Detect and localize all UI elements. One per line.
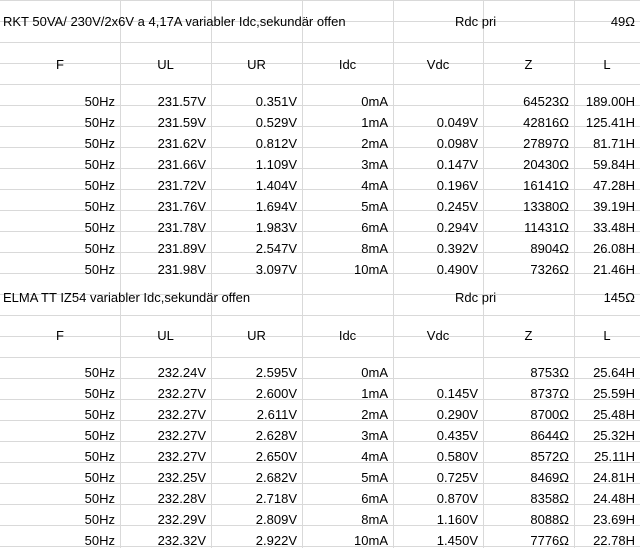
cell-f[interactable]: 50Hz: [84, 470, 115, 485]
cell-l[interactable]: 81.71H: [593, 136, 635, 151]
cell-ur[interactable]: 1.109V: [255, 157, 297, 172]
cell-ul[interactable]: 231.89V: [157, 241, 206, 256]
cell-z[interactable]: 8737Ω: [530, 386, 569, 401]
cell-z[interactable]: 8088Ω: [530, 512, 569, 527]
cell-ul[interactable]: 231.76V: [157, 199, 206, 214]
header-l[interactable]: L: [603, 57, 611, 72]
cell-ur[interactable]: 3.097V: [255, 262, 297, 277]
cell-vdc[interactable]: 0.870V: [436, 491, 478, 506]
cell-l[interactable]: 39.19H: [593, 199, 635, 214]
cell-idc[interactable]: 6mA: [361, 220, 388, 235]
cell-vdc[interactable]: 0.294V: [436, 220, 478, 235]
cell-l[interactable]: 25.32H: [593, 428, 635, 443]
table-row: [0, 133, 640, 154]
cell-ul[interactable]: 231.59V: [157, 115, 206, 130]
cell-vdc[interactable]: [393, 362, 483, 383]
cell-ur[interactable]: 2.922V: [255, 533, 297, 548]
cell-idc[interactable]: 1mA: [361, 386, 388, 401]
grid-line: [0, 0, 640, 1]
cell-idc[interactable]: 8mA: [361, 241, 388, 256]
cell-z[interactable]: 8469Ω: [530, 470, 569, 485]
cell-l[interactable]: 189.00H: [585, 94, 635, 109]
cell-l[interactable]: 47.28H: [593, 178, 635, 193]
grid-line: [0, 84, 640, 85]
table-row: [0, 175, 640, 196]
cell-f[interactable]: 50Hz: [84, 178, 115, 193]
cell-vdc[interactable]: 0.290V: [436, 407, 478, 422]
cell-ul[interactable]: 232.27V: [157, 449, 206, 464]
cell-ul[interactable]: 231.66V: [157, 157, 206, 172]
table-row: [0, 112, 640, 133]
cell-vdc[interactable]: 0.196V: [436, 178, 478, 193]
cell-z[interactable]: 13380Ω: [523, 199, 569, 214]
header-f[interactable]: F: [56, 57, 64, 72]
cell-z[interactable]: 8904Ω: [530, 241, 569, 256]
cell-vdc[interactable]: 0.245V: [436, 199, 478, 214]
header-ur[interactable]: UR: [247, 57, 266, 72]
cell-idc[interactable]: 10mA: [354, 262, 388, 277]
cell-idc[interactable]: 1mA: [361, 115, 388, 130]
cell-l[interactable]: 21.46H: [593, 262, 635, 277]
header-f[interactable]: F: [56, 328, 64, 343]
cell-idc[interactable]: 6mA: [361, 491, 388, 506]
table2-header-row: [0, 325, 640, 346]
cell-f[interactable]: 50Hz: [84, 94, 115, 109]
cell-vdc[interactable]: [393, 91, 483, 112]
cell-vdc[interactable]: 0.725V: [436, 470, 478, 485]
cell-f[interactable]: 50Hz: [84, 365, 115, 380]
cell-f[interactable]: 50Hz: [84, 428, 115, 443]
header-vdc[interactable]: Vdc: [426, 328, 450, 343]
cell-ur[interactable]: 2.682V: [255, 470, 297, 485]
cell-l[interactable]: 24.81H: [593, 470, 635, 485]
table1-header-row: [0, 54, 640, 75]
table-row: [0, 154, 640, 175]
header-ul[interactable]: UL: [157, 328, 174, 343]
cell-idc[interactable]: 0mA: [361, 365, 388, 380]
cell-z[interactable]: 11431Ω: [524, 220, 569, 235]
cell-vdc[interactable]: 0.580V: [436, 449, 478, 464]
table1-rdc-label[interactable]: Rdc pri: [455, 14, 497, 29]
table1-rdc-value[interactable]: 49Ω: [610, 14, 635, 29]
header-z[interactable]: Z: [524, 57, 533, 72]
cell-f[interactable]: 50Hz: [84, 449, 115, 464]
cell-ur[interactable]: 2.600V: [255, 386, 297, 401]
cell-idc[interactable]: 8mA: [361, 512, 388, 527]
cell-f[interactable]: 50Hz: [84, 262, 115, 277]
cell-ur[interactable]: 0.351V: [255, 94, 297, 109]
table-row: [0, 217, 640, 238]
cell-ul[interactable]: 231.62V: [157, 136, 206, 151]
header-idc[interactable]: Idc: [338, 57, 357, 72]
cell-ur[interactable]: 2.809V: [255, 512, 297, 527]
cell-z[interactable]: 8753Ω: [530, 365, 569, 380]
cell-l[interactable]: 25.59H: [593, 386, 635, 401]
table-row: [0, 259, 640, 280]
cell-idc[interactable]: 3mA: [361, 157, 388, 172]
cell-idc[interactable]: 3mA: [361, 428, 388, 443]
cell-l[interactable]: 25.64H: [593, 365, 635, 380]
cell-ur[interactable]: 0.812V: [255, 136, 297, 151]
cell-idc[interactable]: 2mA: [361, 136, 388, 151]
cell-idc[interactable]: 4mA: [361, 178, 388, 193]
grid-line: [0, 315, 640, 316]
cell-ul[interactable]: 231.78V: [157, 220, 206, 235]
cell-z[interactable]: 8644Ω: [530, 428, 569, 443]
cell-f[interactable]: 50Hz: [84, 491, 115, 506]
table-row: [0, 91, 640, 112]
cell-f[interactable]: 50Hz: [84, 407, 115, 422]
header-ur[interactable]: UR: [247, 328, 266, 343]
cell-idc[interactable]: 4mA: [361, 449, 388, 464]
cell-f[interactable]: 50Hz: [84, 136, 115, 151]
cell-ul[interactable]: 232.27V: [157, 386, 206, 401]
cell-l[interactable]: 24.48H: [593, 491, 635, 506]
cell-f[interactable]: 50Hz: [84, 512, 115, 527]
grid-line: [0, 357, 640, 358]
table-row: [0, 196, 640, 217]
cell-f[interactable]: 50Hz: [84, 115, 115, 130]
cell-idc[interactable]: 5mA: [361, 199, 388, 214]
table-row: [0, 425, 640, 446]
cell-z[interactable]: 42816Ω: [523, 115, 569, 130]
cell-z[interactable]: 20430Ω: [523, 157, 569, 172]
cell-l[interactable]: 23.69H: [593, 512, 635, 527]
cell-z[interactable]: 7326Ω: [530, 262, 569, 277]
cell-l[interactable]: 33.48H: [593, 220, 635, 235]
cell-f[interactable]: 50Hz: [84, 199, 115, 214]
cell-ul[interactable]: 232.24V: [157, 365, 206, 380]
cell-vdc[interactable]: 0.435V: [436, 428, 478, 443]
table-row: [0, 509, 640, 530]
cell-z[interactable]: 8572Ω: [530, 449, 569, 464]
grid-line: [0, 42, 640, 43]
header-idc[interactable]: Idc: [338, 328, 357, 343]
cell-ur[interactable]: 2.595V: [255, 365, 297, 380]
cell-z[interactable]: 16141Ω: [523, 178, 569, 193]
table-row: [0, 488, 640, 509]
cell-ur[interactable]: 0.529V: [255, 115, 297, 130]
cell-idc[interactable]: 0mA: [361, 94, 388, 109]
cell-vdc[interactable]: 0.049V: [436, 115, 478, 130]
cell-ul[interactable]: 232.32V: [157, 533, 206, 548]
cell-l[interactable]: 25.11H: [594, 449, 635, 464]
table1-title-row: [0, 11, 640, 32]
cell-l[interactable]: 22.78H: [593, 533, 635, 548]
cell-ul[interactable]: 232.27V: [157, 428, 206, 443]
cell-f[interactable]: 50Hz: [84, 533, 115, 548]
cell-vdc[interactable]: 0.145V: [436, 386, 478, 401]
cell-ur[interactable]: 1.694V: [255, 199, 297, 214]
header-l[interactable]: L: [603, 328, 611, 343]
table2-title-row: [0, 287, 640, 308]
cell-f[interactable]: 50Hz: [84, 220, 115, 235]
cell-f[interactable]: 50Hz: [84, 386, 115, 401]
cell-ul[interactable]: 232.25V: [157, 470, 206, 485]
cell-l[interactable]: 25.48H: [593, 407, 635, 422]
table-row: [0, 362, 640, 383]
cell-ul[interactable]: 232.28V: [157, 491, 206, 506]
table-row: [0, 238, 640, 259]
table2-title[interactable]: ELMA TT IZ54 variabler Idc,sekundär offen: [3, 290, 251, 305]
cell-ur[interactable]: 2.547V: [255, 241, 297, 256]
table2-rdc-value[interactable]: 145Ω: [603, 290, 635, 305]
cell-ul[interactable]: 231.98V: [157, 262, 206, 277]
cell-ur[interactable]: 1.404V: [255, 178, 297, 193]
cell-idc[interactable]: 10mA: [354, 533, 388, 548]
cell-l[interactable]: 26.08H: [593, 241, 635, 256]
cell-ur[interactable]: 2.650V: [255, 449, 297, 464]
cell-idc[interactable]: 5mA: [361, 470, 388, 485]
table-row: [0, 467, 640, 488]
cell-l[interactable]: 59.84H: [593, 157, 635, 172]
cell-z[interactable]: 8700Ω: [530, 407, 569, 422]
cell-z[interactable]: 64523Ω: [523, 94, 569, 109]
header-vdc[interactable]: Vdc: [426, 57, 450, 72]
cell-z[interactable]: 27897Ω: [523, 136, 569, 151]
cell-f[interactable]: 50Hz: [84, 157, 115, 172]
cell-ul[interactable]: 232.29V: [157, 512, 206, 527]
cell-ul[interactable]: 232.27V: [157, 407, 206, 422]
cell-ul[interactable]: 231.72V: [157, 178, 206, 193]
table1-title[interactable]: RKT 50VA/ 230V/2x6V a 4,17A variabler Idc,sekundär offen: [3, 14, 346, 29]
cell-ur[interactable]: 2.628V: [255, 428, 297, 443]
cell-z[interactable]: 7776Ω: [530, 533, 569, 548]
cell-f[interactable]: 50Hz: [84, 241, 115, 256]
cell-vdc[interactable]: 0.392V: [436, 241, 478, 256]
cell-idc[interactable]: 2mA: [361, 407, 388, 422]
table-row: [0, 446, 640, 467]
cell-vdc[interactable]: 0.098V: [436, 136, 478, 151]
header-z[interactable]: Z: [524, 328, 533, 343]
header-ul[interactable]: UL: [157, 57, 174, 72]
table-row: [0, 383, 640, 404]
cell-vdc[interactable]: 1.160V: [436, 512, 478, 527]
cell-vdc[interactable]: 0.490V: [436, 262, 478, 277]
cell-ul[interactable]: 231.57V: [157, 94, 206, 109]
cell-ur[interactable]: 1.983V: [255, 220, 297, 235]
cell-vdc[interactable]: 0.147V: [436, 157, 478, 172]
cell-vdc[interactable]: 1.450V: [436, 533, 478, 548]
cell-ur[interactable]: 2.718V: [255, 491, 297, 506]
cell-z[interactable]: 8358Ω: [530, 491, 569, 506]
cell-l[interactable]: 125.41H: [585, 115, 635, 130]
table-row: [0, 404, 640, 425]
table2-rdc-label[interactable]: Rdc pri: [455, 290, 497, 305]
cell-ur[interactable]: 2.611V: [256, 407, 297, 422]
